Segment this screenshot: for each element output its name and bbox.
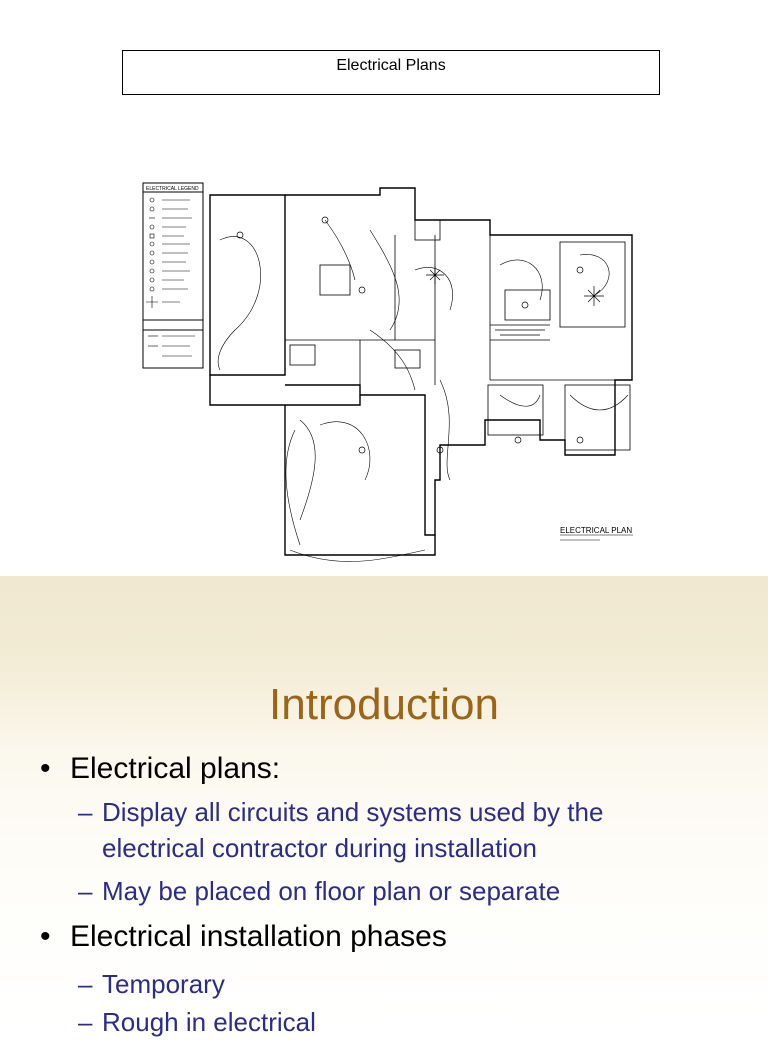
sub-bullet-placement: – May be placed on floor plan or separate <box>78 876 561 906</box>
electrical-plan-drawing <box>140 180 650 565</box>
sub-bullet-temporary: – Temporary <box>78 969 225 999</box>
bullet-dot: • <box>40 920 51 953</box>
sub-bullet-display-circuits: – Display all circuits and systems used by the electrical contractor during installation <box>78 797 604 863</box>
drawing-title: ELECTRICAL PLAN <box>560 526 633 535</box>
slide-introduction <box>0 576 768 1037</box>
bullet-electrical-plans: • Electrical plans: <box>40 752 281 785</box>
bullet-dot: • <box>40 752 51 785</box>
legend-title: ELECTRICAL LEGEND <box>146 186 199 192</box>
sub-bullet-rough-in: – Rough in electrical <box>78 1007 316 1037</box>
slide-heading: Introduction <box>269 680 499 729</box>
slide-title: Electrical Plans <box>122 50 660 95</box>
bullet-installation-phases: • Electrical installation phases <box>40 920 447 953</box>
